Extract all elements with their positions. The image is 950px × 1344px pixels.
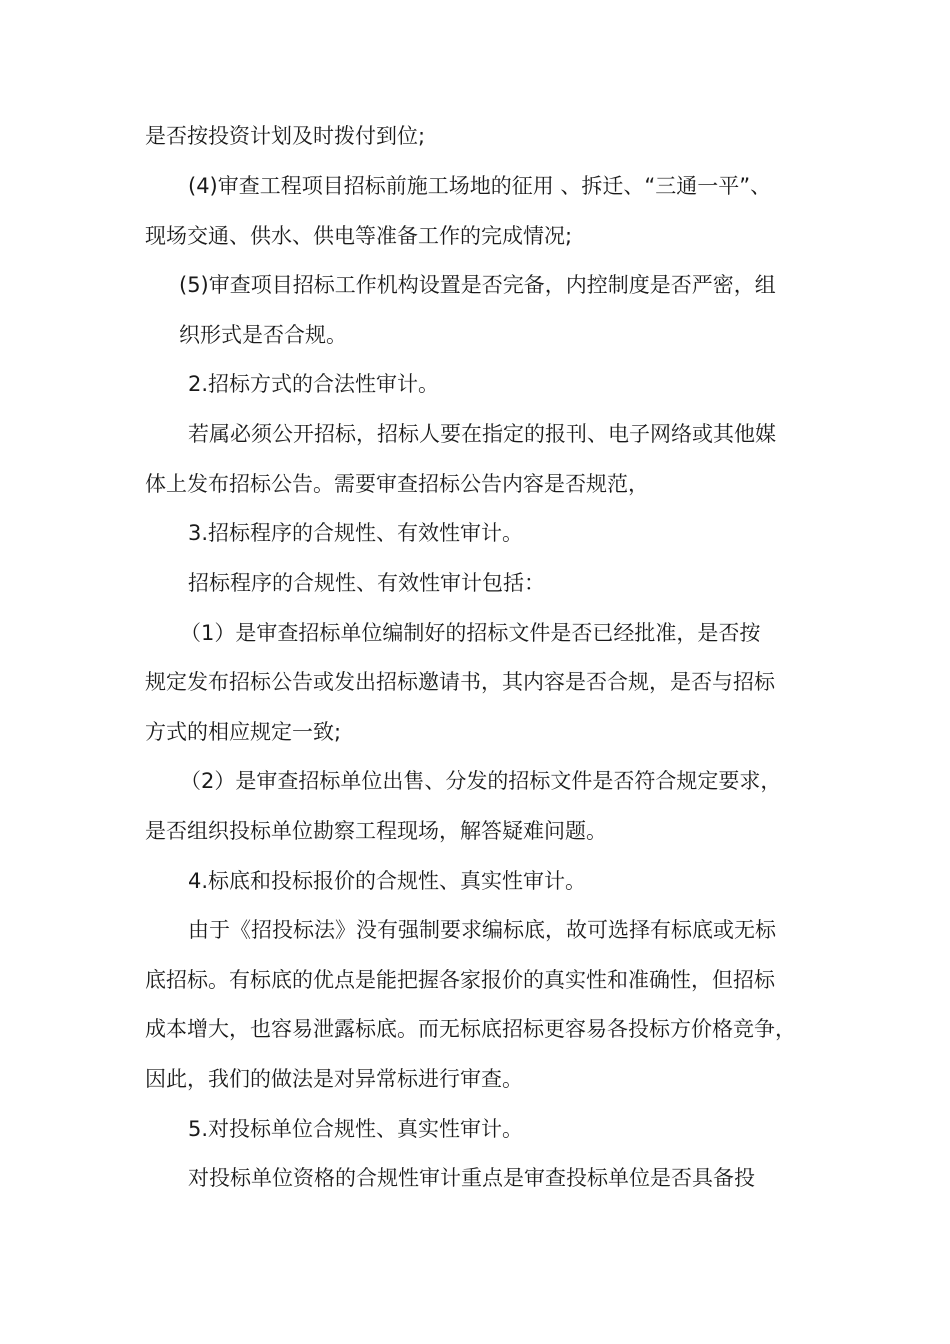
section-heading: 2.招标方式的合法性审计。: [188, 372, 440, 396]
text-line: 方式的相应规定一致;: [145, 720, 342, 744]
text-line: 因此，我们的做法是对异常标进行审查。: [145, 1067, 523, 1091]
text-line: 对投标单位资格的合规性审计重点是审查投标单位是否具备投: [188, 1166, 755, 1190]
text-line: 织形式是否合规。: [179, 323, 347, 347]
text-line: 若属必须公开招标，招标人要在指定的报刊、电子网络或其他媒: [188, 422, 776, 446]
section-heading: 4.标底和投标报价的合规性、真实性审计。: [188, 869, 587, 893]
text-line: 规定发布招标公告或发出招标邀请书，其内容是否合规，是否与招标: [145, 670, 775, 694]
section-heading: 5.对投标单位合规性、真实性审计。: [188, 1117, 524, 1141]
text-line: 现场交通、供水、供电等准备工作的完成情况;: [145, 224, 573, 248]
text-line: 由于《招投标法》没有强制要求编标底，故可选择有标底或无标: [188, 918, 776, 942]
text-line: （2）是审查招标单位出售、分发的招标文件是否符合规定要求，: [180, 769, 782, 793]
text-line: (5)审查项目招标工作机构设置是否完备，内控制度是否严密，组: [179, 273, 776, 297]
text-line: 招标程序的合规性、有效性审计包括：: [188, 571, 545, 595]
text-line: 是否按投资计划及时拨付到位;: [145, 124, 426, 148]
text-line: 是否组织投标单位勘察工程现场，解答疑难问题。: [145, 819, 607, 843]
text-line: （1）是审查招标单位编制好的招标文件是否已经批准，是否按: [180, 621, 761, 645]
text-line: 体上发布招标公告。需要审查招标公告内容是否规范，: [145, 472, 649, 496]
section-heading: 3.招标程序的合规性、有效性审计。: [188, 521, 524, 545]
text-line: 底招标。有标底的优点是能把握各家报价的真实性和准确性，但招标: [145, 968, 775, 992]
text-line: 成本增大，也容易泄露标底。而无标底招标更容易各投标方价格竞争，: [145, 1017, 796, 1041]
text-line: (4)审查工程项目招标前施工场地的征用 、拆迁、“三通一平”、: [188, 174, 772, 198]
